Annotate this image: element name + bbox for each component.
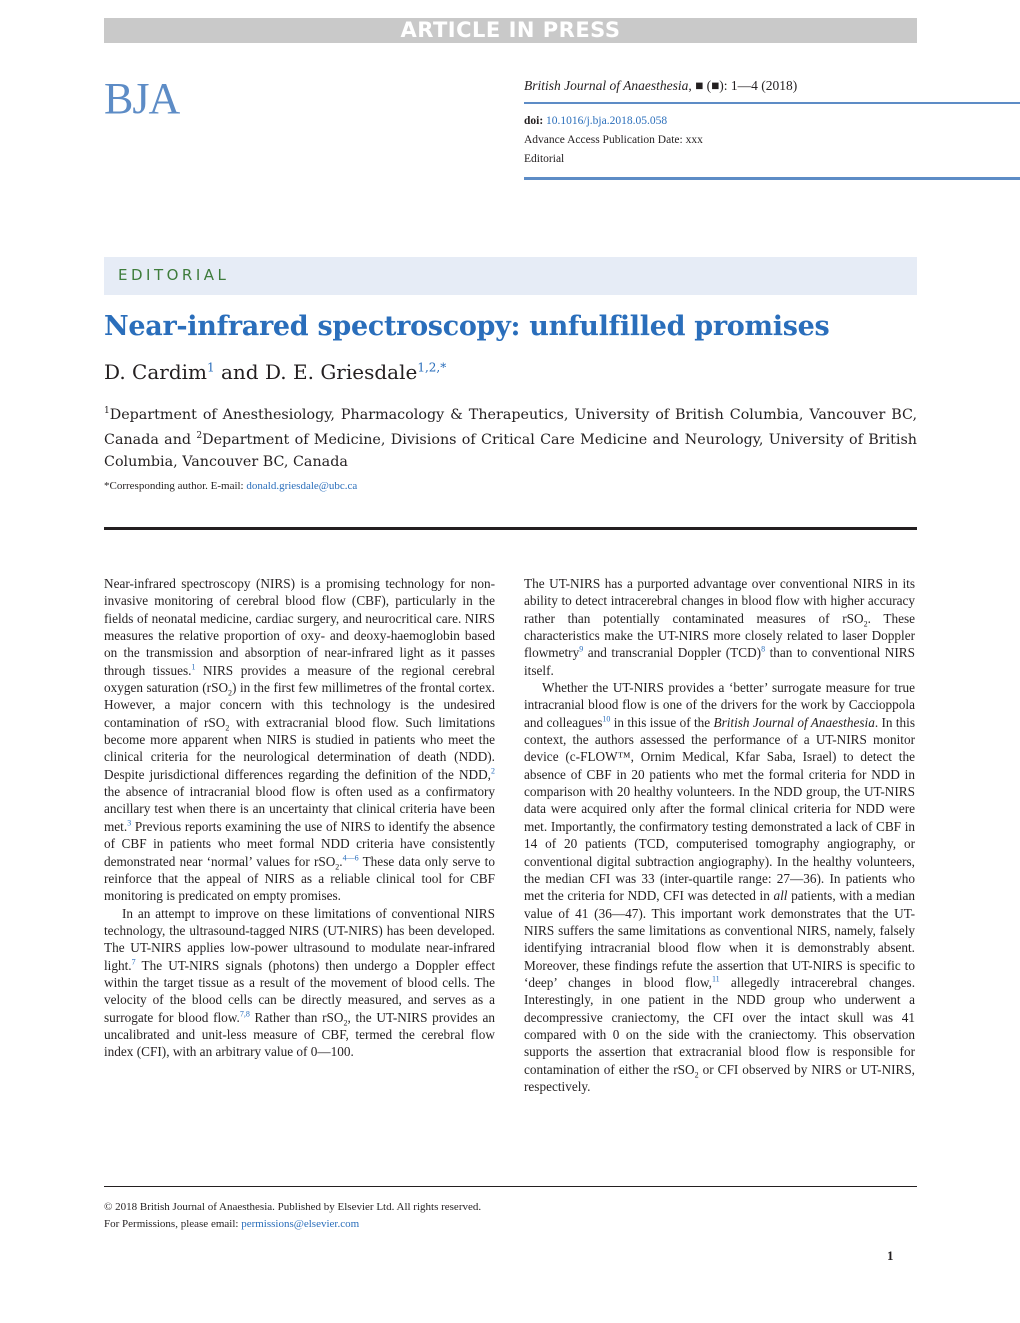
text-run: ) in the first few millimetres of the frontal cortex. However, a major concern with this technology is the undesired contamination of rSO — [104, 680, 495, 730]
permissions-line — [104, 1216, 481, 1233]
correspondence-email-link[interactable]: donald.griesdale@ubc.ca — [246, 480, 358, 492]
meta-divider — [524, 102, 1020, 104]
text-run: . In this context, the authors assessed the performance of a UT-NIRS monitor device (c-FLOW™, Ornim Medical, Kfar Saba, Israel) to detect the absence of CBF in 20 patients who met the formal criteria for NDD in comparison with 20 healthy volunteers. In the NDD group, the UT-NIRS data were acquired only after the formal clinical criteria for NDD were met. Importantly, the confirmatory testing demonstrated a lack of CBF in 14 of 20 patients (TCD, computerised tomography angiography, or conventional digital subtraction angiography). In the healthy volunteers, the median CFI was 33 (inter-quartile range: 27—36). In patients who met the criteria for NDD, CFI was detected in — [524, 714, 915, 904]
journal-issue: , ■ (■): 1—4 (2018) — [688, 78, 798, 93]
citation-ref[interactable]: 2 — [491, 766, 495, 776]
advance-access-line: Advance Access Publication Date: xxx — [524, 134, 703, 146]
text-run: . — [339, 853, 343, 869]
citation-ref[interactable]: 1 — [191, 662, 196, 672]
journal-logo: BJA — [104, 74, 180, 123]
permissions-email-link[interactable]: permissions@elsevier.com — [241, 1218, 360, 1230]
text-run: and transcranial Doppler (TCD) — [583, 645, 762, 661]
header-divider — [104, 527, 917, 530]
citation-ref[interactable]: 7,8 — [239, 1009, 250, 1019]
footer-divider — [104, 1186, 917, 1187]
section-label: EDITORIAL — [118, 266, 230, 284]
text-run: These data only serve to reinforce that the appeal of NIRS as a reliable clinical tool for CBF monitoring is predicated on empty promises. — [104, 853, 495, 904]
footer — [104, 1199, 481, 1233]
permissions-label: For Permissions, please email: — [104, 1218, 242, 1230]
body-paragraph-3 — [524, 575, 915, 679]
subscript: 2 — [694, 1070, 699, 1080]
doi-label: doi: — [524, 115, 544, 127]
affiliation-2: Department of Medicine, Divisions of Critical Care Medicine and Neurology, University of British Columbia, Vancouver BC, Canada — [104, 432, 918, 470]
citation-ref[interactable]: 7 — [131, 957, 136, 967]
citation-ref[interactable]: 9 — [579, 644, 584, 654]
subscript: 2 — [335, 862, 340, 872]
text-run: Previous reports examining the use of NIRS to identify the absence of CBF in patients who meet formal NDD criteria have consistently demonstrated near ‘normal’ values for rSO — [104, 818, 495, 869]
text-run: the absence of intracranial blood flow is often used as a confirmatory ancillary test when there is an uncertainty that clinical criteria have been met. — [104, 784, 495, 834]
article-type: Editorial — [524, 153, 565, 165]
author-2-affiliation[interactable]: 1,2,* — [417, 360, 447, 375]
italic-text: British Journal of Anaesthesia — [713, 714, 875, 730]
text-run: NIRS provides a measure of the regional cerebral oxygen saturation (rSO — [104, 662, 496, 696]
affiliations — [104, 401, 917, 473]
affiliation-marker-2: 2 — [196, 431, 203, 442]
text-run: in this issue of the — [610, 714, 714, 730]
citation-ref[interactable]: 8 — [761, 644, 766, 654]
body-paragraph-1 — [104, 575, 495, 905]
meta-bottom-rule — [524, 177, 1020, 180]
citation-ref[interactable]: 3 — [127, 818, 132, 828]
author-list — [104, 360, 446, 384]
text-run: , the UT-NIRS provides an uncalibrated and unit-less measure of CBF, termed the cerebral flow index (CFI), with an arbitrary value of 0—100. — [104, 1009, 496, 1060]
author-1[interactable]: D. Cardim — [104, 360, 207, 384]
text-run: Rather than rSO — [249, 1009, 344, 1025]
citation-ref[interactable]: 4—6 — [342, 853, 359, 863]
article-in-press-banner: ARTICLE IN PRESS — [104, 18, 917, 43]
section-bar — [104, 257, 917, 295]
text-run: patients, with a median value of 41 (36—47). This important work demonstrates that the UT-NIRS suffers the same limitations as conventional NIRS, namely, falsely identifying intracranial blood flow when it is demonstrably absent. Moreover, these findings refute the assertion that UT-NIRS is specific to ‘deep’ changes in blood flow, — [524, 888, 915, 990]
text-run: than to conventional NIRS itself. — [524, 645, 915, 678]
subscript: 2 — [863, 619, 868, 629]
article-title: Near-infrared spectroscopy: unfulfilled promises — [104, 311, 830, 342]
copyright-line: © 2018 British Journal of Anaesthesia. Published by Elsevier Ltd. All rights reserved. — [104, 1201, 482, 1213]
page-number: 1 — [887, 1248, 894, 1263]
journal-name: British Journal of Anaesthesia — [524, 78, 689, 93]
text-run: or CFI observed by NIRS or UT-NIRS, respectively. — [524, 1061, 915, 1094]
citation-ref[interactable]: 10 — [602, 714, 611, 724]
author-conjunction: and — [214, 360, 265, 384]
body-column-left — [104, 575, 495, 1061]
affiliation-marker-1: 1 — [104, 406, 110, 416]
author-2[interactable]: D. E. Griesdale — [264, 360, 418, 384]
text-run: Whether the UT-NIRS provides a ‘better’ surrogate measure for true intracranial blood flow is one of the drivers for the work by Caccioppola and colleagues — [524, 680, 915, 730]
subscript: 2 — [225, 723, 230, 733]
body-paragraph-2 — [104, 905, 495, 1061]
text-run: Near-infrared spectroscopy (NIRS) is a promising technology for non-invasive monitoring of cerebral blood flow (CBF), particularly in the fields of neonatal medicine, cardiac surgery, and neurocritical care. NIRS measures the relative proportion of oxy- and deoxy-haemoglobin based on the transmission and absorption of near-infrared light as it passes through tissues. — [104, 576, 495, 678]
subscript: 2 — [228, 688, 233, 698]
correspondence-label: *Corresponding author. E-mail: — [104, 480, 247, 492]
affiliation-1: Department of Anesthesiology, Pharmacology & Therapeutics, University of British Columbia, Vancouver BC, Canada and — [104, 406, 917, 449]
body-column-right — [524, 575, 915, 1095]
corresponding-author — [104, 480, 357, 492]
body-paragraph-4 — [524, 679, 915, 1095]
text-run: . These characteristics make the UT-NIRS more closely related to laser Doppler flowmetry — [524, 610, 915, 661]
text-run: The UT-NIRS has a purported advantage over conventional NIRS in its ability to detect intracerebral changes in blood flow with higher accuracy rather than potentially contaminated measures of rSO — [524, 576, 915, 626]
doi-line — [524, 112, 944, 131]
italic-text: all — [773, 888, 788, 904]
doi-link[interactable]: 10.1016/j.bja.2018.05.058 — [546, 115, 668, 127]
author-1-affiliation[interactable]: 1 — [207, 360, 215, 375]
journal-meta — [524, 76, 944, 169]
subscript: 2 — [343, 1018, 348, 1028]
text-run: In an attempt to improve on these limitations of conventional NIRS technology, the ultrasound-tagged NIRS (UT-NIRS) has been developed. The UT-NIRS applies low-power ultrasound to modulate near-infrared light. — [104, 905, 495, 973]
text-run: with extracranial blood flow. Such limitations become more apparent when NIRS is studied in patients who meet the clinical criteria for the neurological determination of death (NDD). Despite jurisdictional differences regarding the definition of the NDD, — [104, 714, 495, 782]
text-run: allegedly intracerebral changes. Interestingly, in one patient in the NDD group who underwent a decompressive craniectomy, the CFI over the intact skull was 41 compared with 0 on the side with the craniectomy. This observation supports the assertion that extracranial blood flow is responsible for contamination of either the rSO — [524, 974, 916, 1077]
journal-citation — [524, 76, 944, 96]
text-run: The UT-NIRS signals (photons) then undergo a Doppler effect within the target tissue as a result of the movement of blood cells. The velocity of the blood cells can be directly measured, and serves as a surrogate for blood flow. — [104, 957, 495, 1025]
citation-ref[interactable]: 11 — [711, 974, 720, 984]
